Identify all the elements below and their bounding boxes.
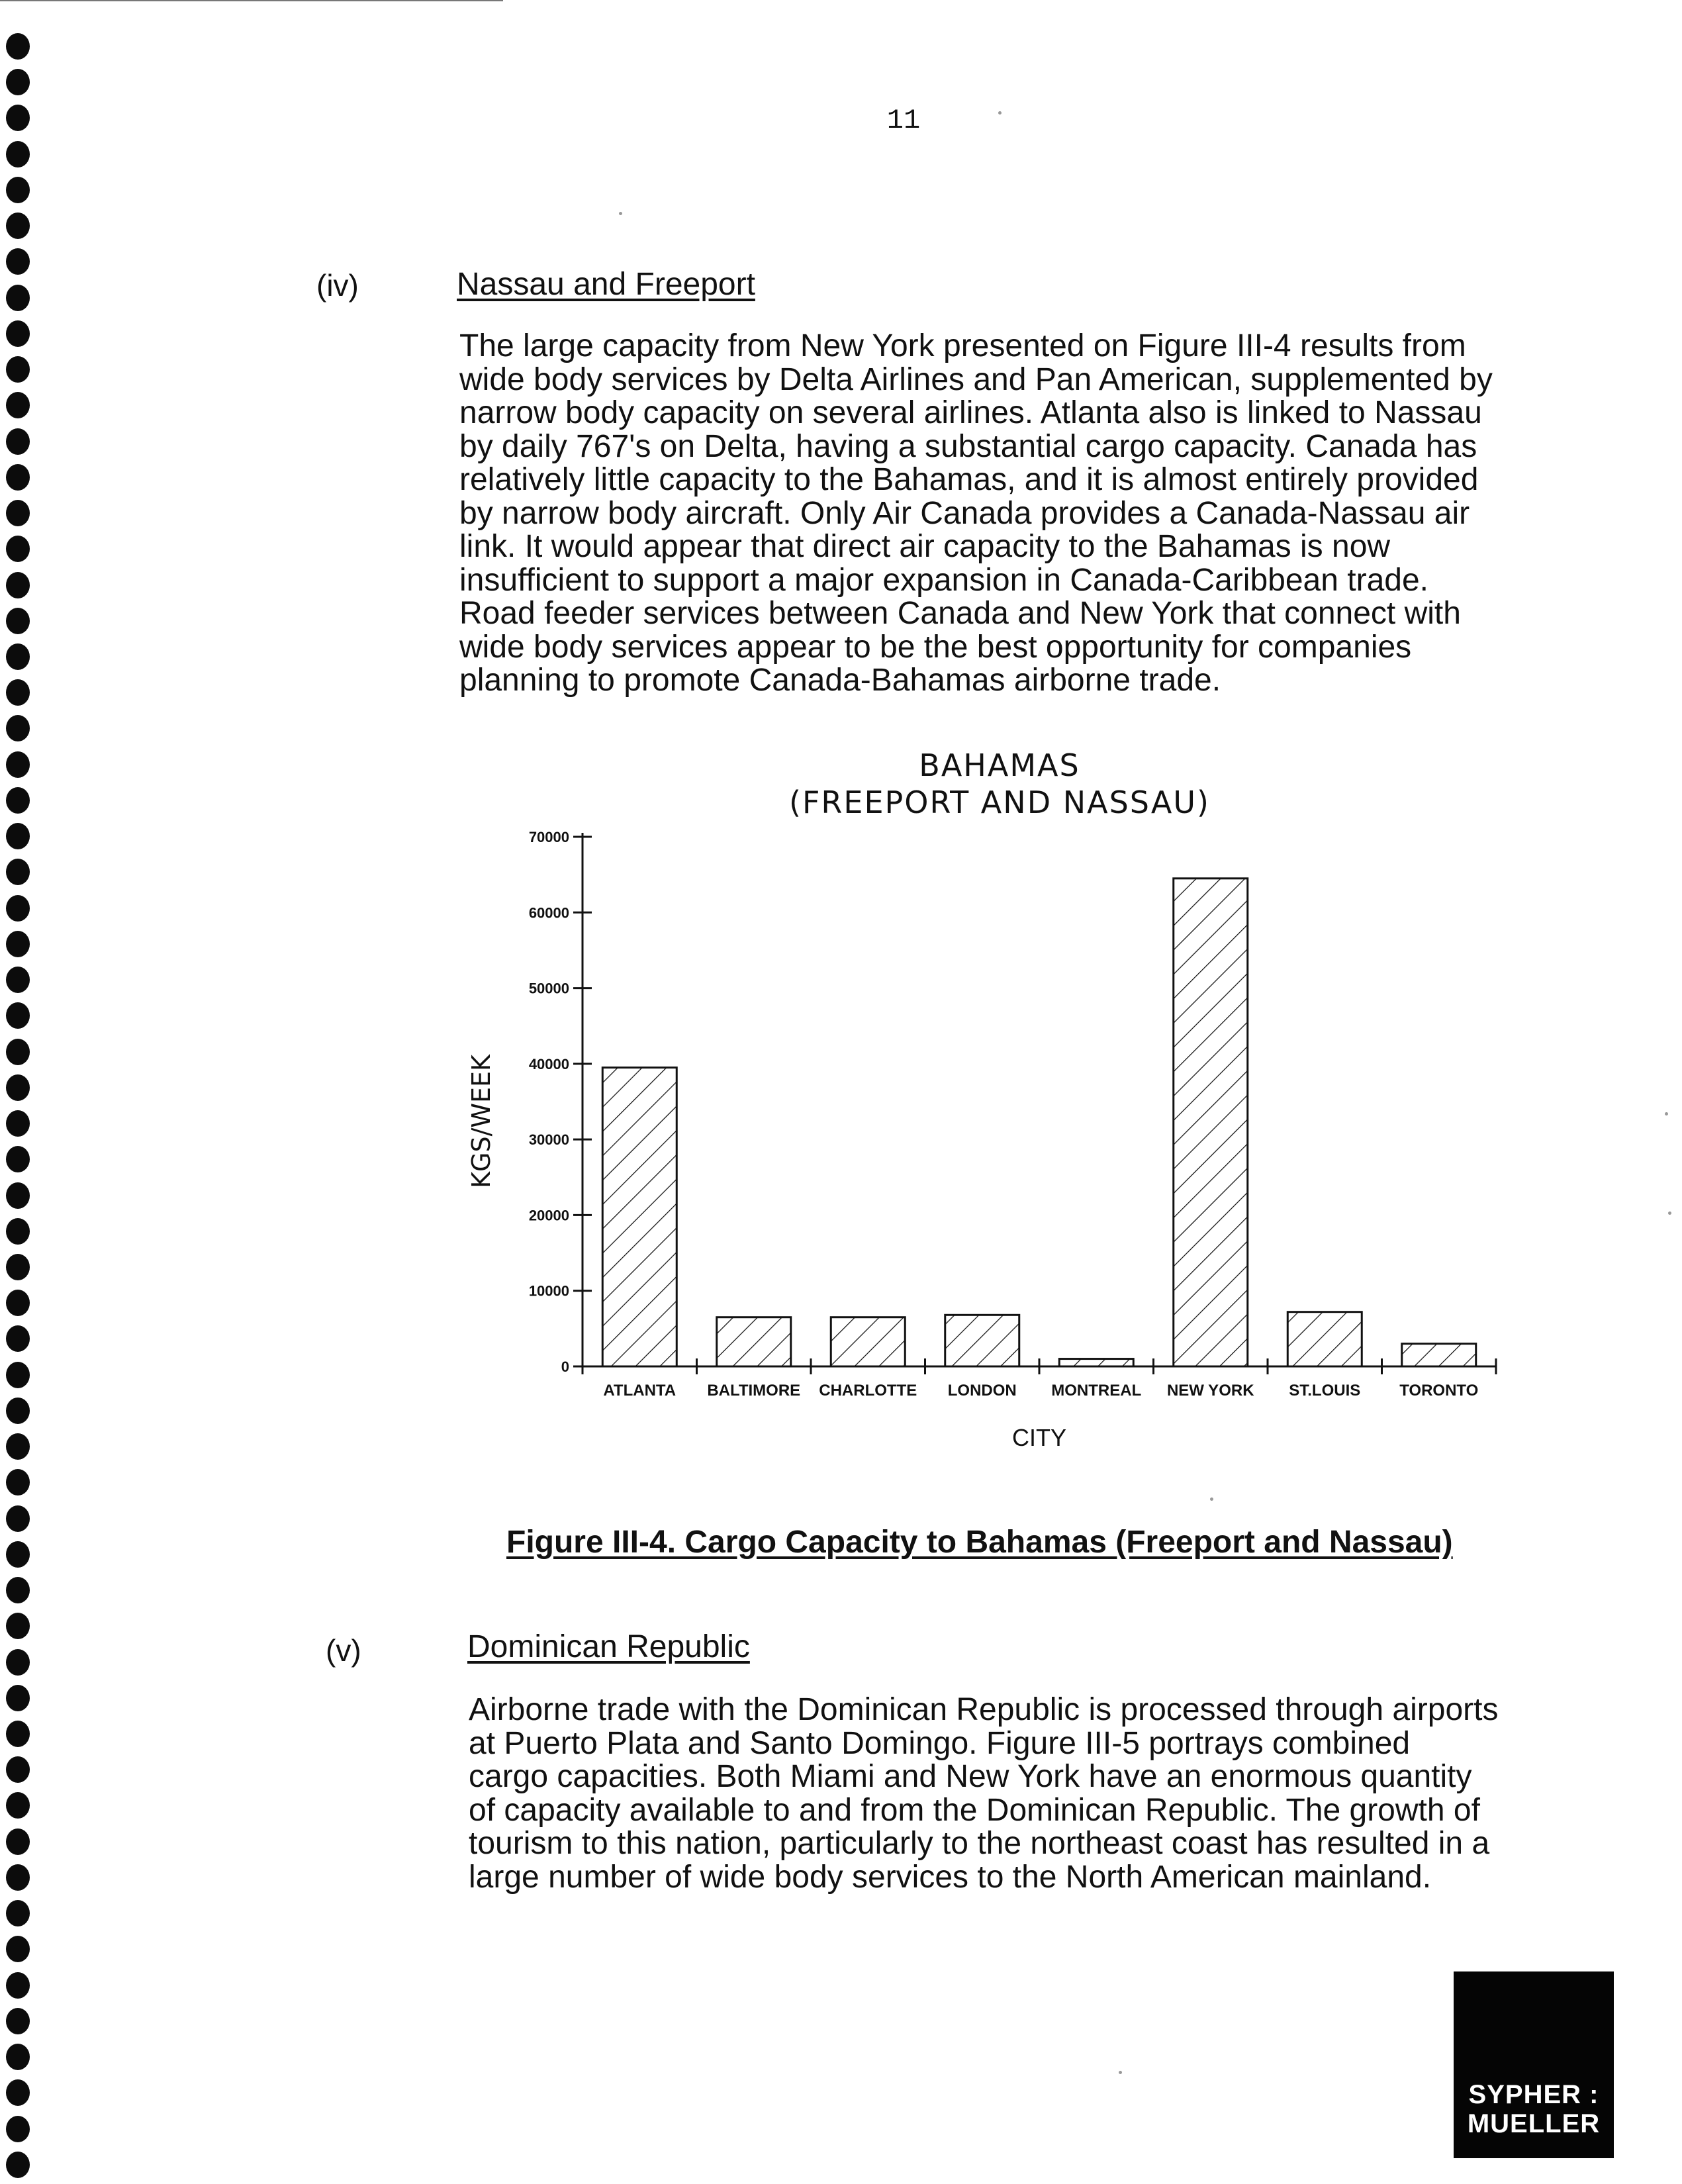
binder-hole: [6, 1110, 30, 1137]
binder-hole: [6, 285, 30, 311]
binder-hole: [6, 895, 30, 922]
binder-hole: [6, 643, 30, 670]
y-tick-label: 0: [561, 1358, 569, 1375]
binder-hole: [6, 1756, 30, 1783]
sypher-mueller-logo: [1454, 1971, 1614, 2158]
binder-hole: [6, 1936, 30, 1962]
binder-hole: [6, 1972, 30, 1999]
binder-hole: [6, 1433, 30, 1460]
binder-hole: [6, 1721, 30, 1747]
binder-hole: [6, 1864, 30, 1891]
binder-hole: [6, 1577, 30, 1603]
binder-hole: [6, 2079, 30, 2106]
binder-hole: [6, 356, 30, 383]
bar-montreal: [1059, 1359, 1133, 1366]
binder-hole: [6, 2116, 30, 2142]
x-tick-label: BALTIMORE: [707, 1382, 801, 1400]
binder-hole: [6, 1002, 30, 1029]
binder-hole: [6, 213, 30, 239]
bar-st-louis: [1287, 1312, 1362, 1366]
binder-hole: [6, 1290, 30, 1316]
bar-charlotte: [831, 1317, 905, 1366]
binder-hole: [6, 1146, 30, 1172]
scan-speck: [1210, 1497, 1213, 1501]
binder-hole: [6, 1649, 30, 1676]
binder-hole: [6, 715, 30, 741]
section-title-nassau-freeport: Nassau and Freeport: [457, 267, 755, 302]
binder-hole: [6, 428, 30, 455]
x-tick-label: CHARLOTTE: [819, 1382, 917, 1400]
section-title-dominican-republic: Dominican Republic: [467, 1629, 750, 1664]
y-tick-label: 10000: [528, 1282, 569, 1300]
binder-hole: [6, 248, 30, 275]
binder-hole: [6, 1613, 30, 1639]
binder-hole: [6, 177, 30, 203]
binder-hole: [6, 1469, 30, 1496]
binder-hole: [6, 2044, 30, 2070]
binder-hole: [6, 105, 30, 131]
binder-hole: [6, 1325, 30, 1352]
scan-speck: [1668, 1211, 1671, 1215]
y-tick-label: 30000: [528, 1131, 569, 1149]
y-tick-label: 40000: [528, 1055, 569, 1072]
binder-hole: [6, 859, 30, 885]
bar-london: [945, 1315, 1019, 1366]
binder-holes: [4, 33, 32, 2178]
bar-atlanta: [602, 1068, 677, 1366]
x-tick-label: MONTREAL: [1051, 1382, 1142, 1400]
binder-hole: [6, 2008, 30, 2034]
binder-hole: [6, 500, 30, 526]
binder-hole: [6, 787, 30, 814]
page-number: 11: [886, 105, 921, 136]
binder-hole: [6, 464, 30, 491]
binder-hole: [6, 320, 30, 347]
scan-top-edge: [0, 0, 503, 1]
binder-hole: [6, 967, 30, 993]
binder-hole: [6, 608, 30, 634]
section-number-iv: (iv): [316, 268, 359, 303]
x-tick-label: LONDON: [947, 1382, 1017, 1400]
binder-hole: [6, 1792, 30, 1819]
binder-hole: [6, 1828, 30, 1855]
binder-hole: [6, 1505, 30, 1532]
x-tick-label: ST.LOUIS: [1289, 1382, 1361, 1400]
y-tick-label: 20000: [528, 1207, 569, 1224]
binder-hole: [6, 1218, 30, 1245]
paragraph-nassau-freeport: The large capacity from New York presented on Figure III-4 results from wide body services by Delta Airlines and Pan American, supplemented by narrow body capacity on several airlines. Atlanta also is linked to Nassau by daily 767's on Delta, having a substantial cargo capacity. Canada has relatively little capacity to the Bahamas, and it is almost entirely provided by narrow body aircraft. Only Air Canada provides a Canada-Nassau air link. It would appear that direct air capacity to the Bahamas is now insufficient to support a major expansion in Canada-Caribbean trade. Road feeder services between Canada and New York that connect with wide body services appear to be the best opportunity for companies planning to promote Canada-Bahamas airborne trade.: [459, 328, 1493, 698]
binder-hole: [6, 1398, 30, 1424]
binder-hole: [6, 69, 30, 95]
binder-hole: [6, 33, 30, 60]
figure-caption: Figure III-4. Cargo Capacity to Bahamas (Freeport and Nassau): [506, 1525, 1453, 1560]
binder-hole: [6, 1074, 30, 1101]
paragraph-dominican-republic: Airborne trade with the Dominican Republic is processed through airports at Puerto Plata and Santo Domingo. Figure III-5 portrays combined cargo capacities. Both Miami and New York have an enormous quantity of capacity available to and from the Dominican Republic. The growth of tourism to this nation, particularly to the northeast coast has resulted in a large number of wide body services to the North American mainland.: [469, 1692, 1499, 1895]
binder-hole: [6, 751, 30, 778]
binder-hole: [6, 141, 30, 167]
binder-hole: [6, 1900, 30, 1926]
binder-hole: [6, 1254, 30, 1280]
y-tick-label: 50000: [528, 980, 569, 997]
binder-hole: [6, 823, 30, 849]
binder-hole: [6, 2152, 30, 2178]
y-tick-label: 70000: [528, 829, 569, 845]
binder-hole: [6, 1182, 30, 1209]
logo-line-2: MUELLER: [1467, 2109, 1601, 2138]
x-tick-label: TORONTO: [1399, 1382, 1479, 1400]
bar-baltimore: [717, 1317, 791, 1366]
binder-hole: [6, 1541, 30, 1568]
scan-speck: [998, 111, 1002, 115]
x-tick-label: NEW YORK: [1166, 1382, 1254, 1400]
scan-speck: [619, 212, 622, 215]
binder-hole: [6, 1685, 30, 1711]
scan-speck: [1665, 1112, 1668, 1116]
section-number-v: (v): [326, 1633, 361, 1668]
bar-new-york: [1174, 878, 1248, 1366]
binder-hole: [6, 679, 30, 706]
y-tick-label: 60000: [528, 904, 569, 922]
binder-hole: [6, 1039, 30, 1065]
bar-chart: [450, 821, 1522, 1456]
binder-hole: [6, 1362, 30, 1388]
logo-line-1: SYPHER :: [1468, 2080, 1599, 2109]
x-axis-label: CITY: [1011, 1424, 1067, 1451]
binder-hole: [6, 931, 30, 957]
chart-title: BAHAMAS (FREEPORT AND NASSAU): [789, 747, 1210, 820]
y-axis-label: KGS/WEEK: [467, 1055, 496, 1188]
scan-speck: [1119, 2071, 1122, 2074]
binder-hole: [6, 572, 30, 598]
x-tick-label: ATLANTA: [603, 1382, 677, 1400]
binder-hole: [6, 392, 30, 418]
bar-toronto: [1402, 1344, 1476, 1366]
binder-hole: [6, 536, 30, 562]
